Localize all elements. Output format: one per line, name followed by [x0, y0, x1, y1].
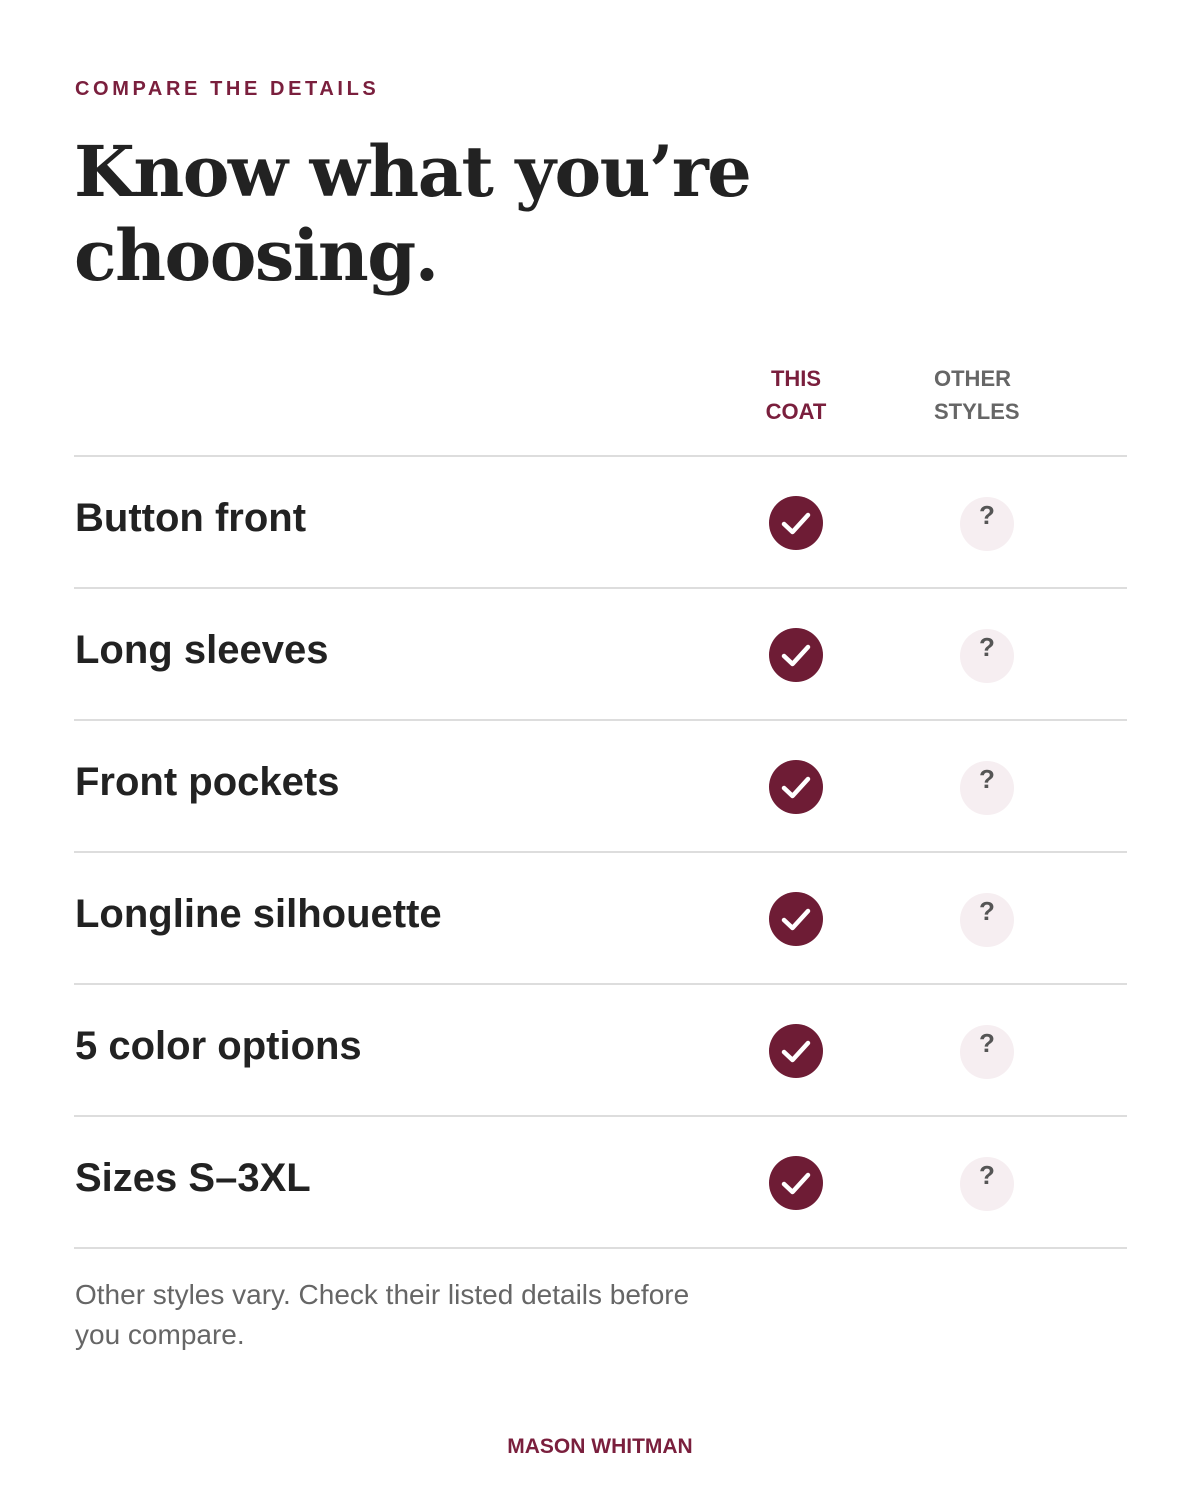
unknown-badge — [960, 893, 1014, 947]
column-header-this-coat-line-1: THIS — [770, 366, 822, 391]
question-mark-icon: ? — [979, 896, 995, 926]
feature-label: Longline silhouette — [75, 892, 442, 936]
page-title — [74, 130, 874, 298]
unknown-badge — [960, 497, 1014, 551]
check-icon — [769, 1024, 823, 1078]
unknown-badge — [960, 761, 1014, 815]
brand-name: MASON WHITMAN — [507, 1435, 693, 1458]
eyebrow-label: COMPARE THE DETAILS — [75, 78, 380, 100]
column-header-other-styles-line-1: OTHER — [934, 366, 1011, 391]
check-icon — [769, 628, 823, 682]
question-mark-icon: ? — [979, 500, 995, 530]
column-header-this-coat-line-2: COAT — [765, 399, 827, 424]
unknown-badge — [960, 1157, 1014, 1211]
feature-label: Long sleeves — [75, 628, 329, 672]
footnote: Other styles vary. Check their listed details before you compare. — [75, 1279, 690, 1350]
title-line-2: choosing. — [74, 214, 438, 297]
title-line-1: Know what you’re — [74, 130, 751, 213]
table-row — [74, 1117, 1127, 1249]
table-row — [74, 457, 1127, 589]
unknown-badge — [960, 1025, 1014, 1079]
table-row — [74, 721, 1127, 853]
table-row — [74, 853, 1127, 985]
feature-label: Front pockets — [75, 760, 340, 804]
check-icon — [769, 1156, 823, 1210]
feature-label: Button front — [75, 496, 307, 540]
column-header-other-styles — [934, 362, 1074, 428]
table-row — [74, 589, 1127, 721]
unknown-badge — [960, 629, 1014, 683]
feature-label: Sizes S–3XL — [75, 1156, 311, 1200]
column-header-other-styles-line-2: STYLES — [934, 399, 1020, 424]
comparison-table — [74, 455, 1127, 1249]
table-row — [74, 985, 1127, 1117]
question-mark-icon: ? — [979, 1028, 995, 1058]
check-icon — [769, 496, 823, 550]
question-mark-icon: ? — [979, 632, 995, 662]
check-icon — [769, 892, 823, 946]
feature-label: 5 color options — [75, 1024, 362, 1068]
column-header-this-coat — [726, 362, 866, 428]
check-icon — [769, 760, 823, 814]
question-mark-icon: ? — [979, 764, 995, 794]
question-mark-icon: ? — [979, 1160, 995, 1190]
